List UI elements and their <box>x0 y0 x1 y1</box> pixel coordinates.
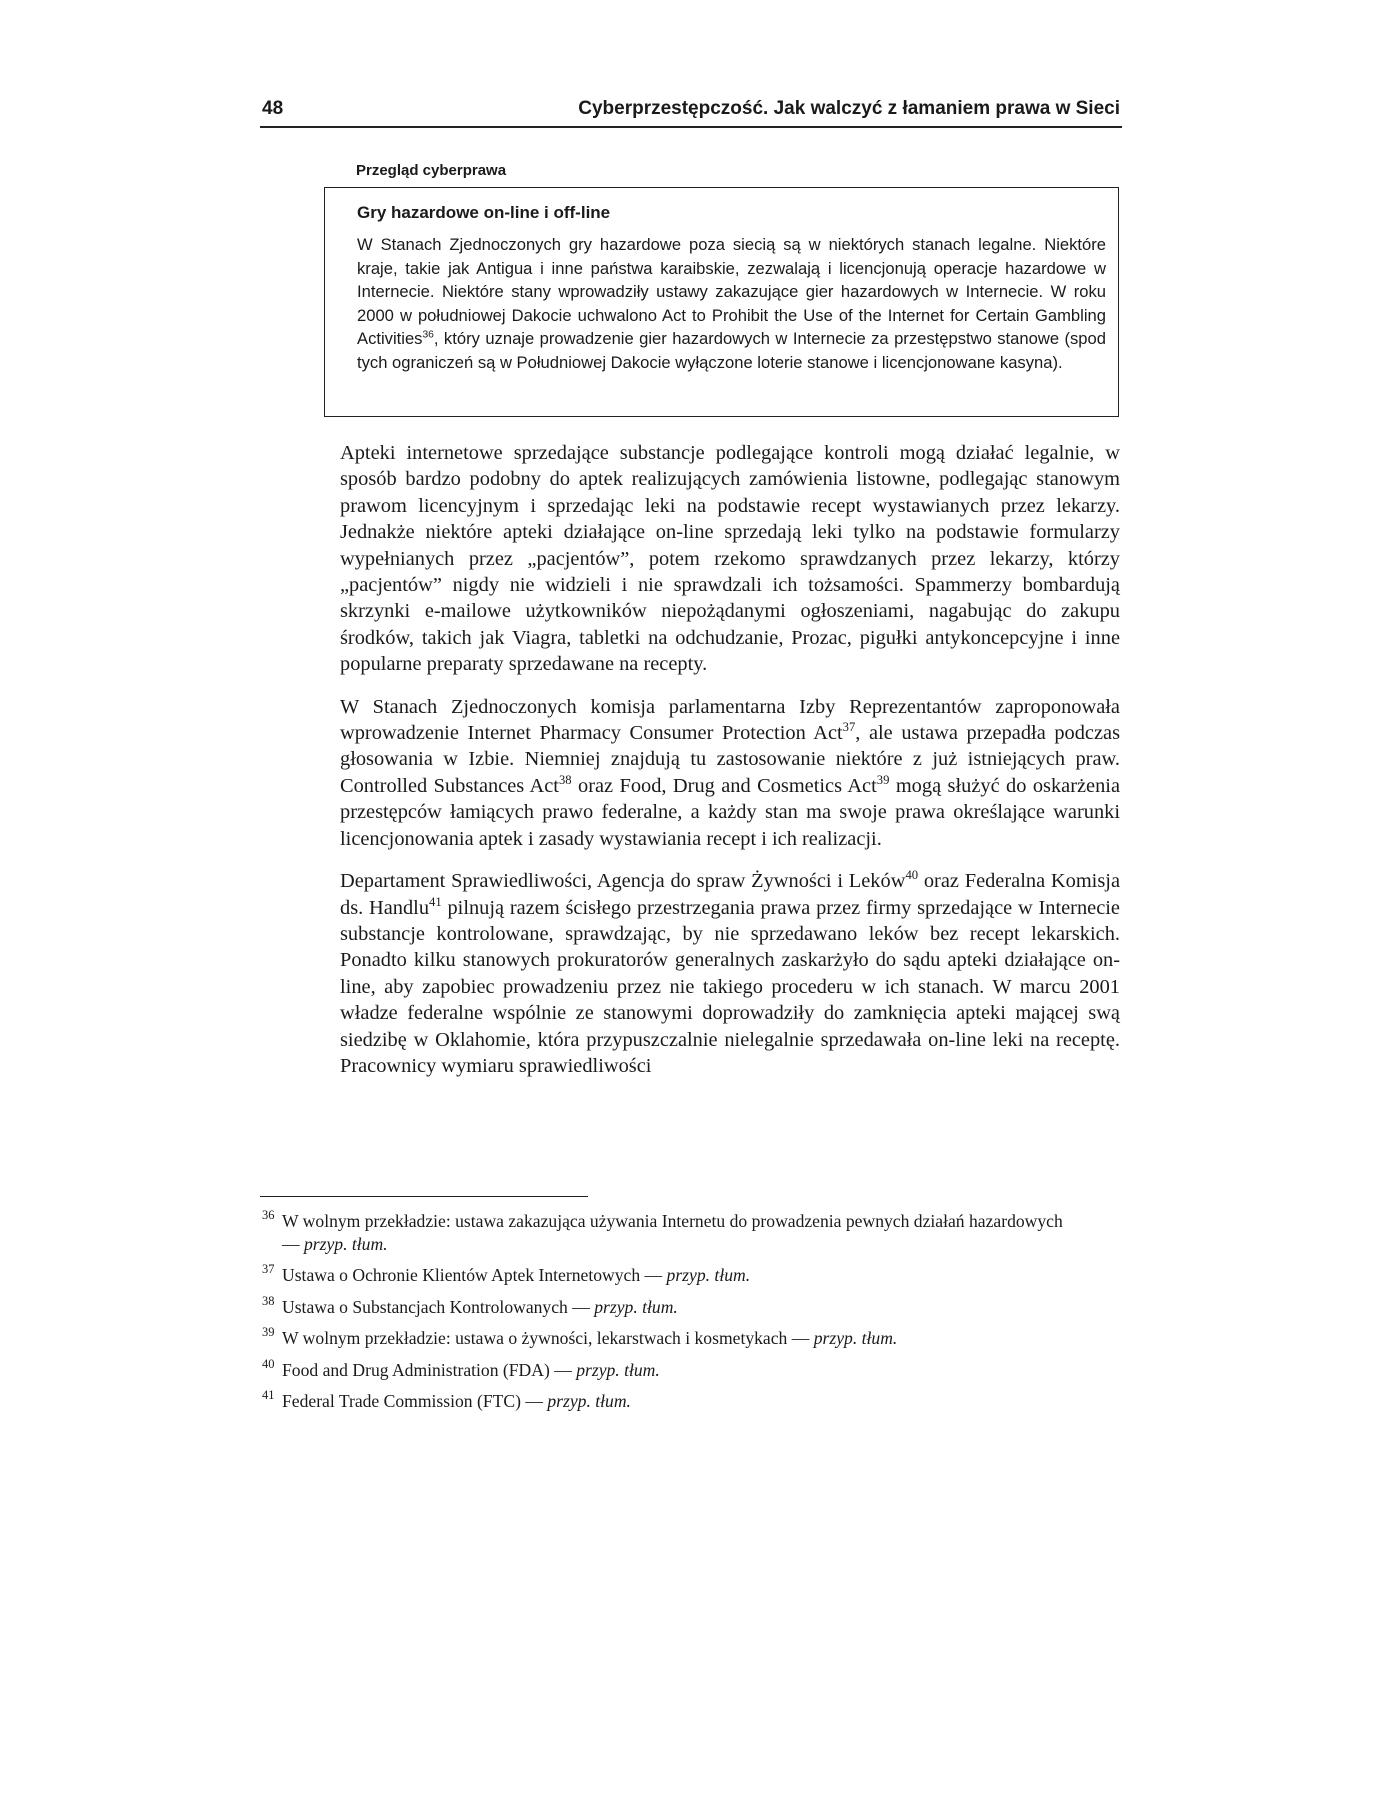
sidebar-caption: Przegląd cyberprawa <box>356 162 507 179</box>
paragraph-2 <box>340 694 1120 852</box>
footnote-number: 38 <box>262 1293 275 1308</box>
footnote-divider <box>260 1196 588 1197</box>
sidebar-text-part: W Stanach Zjednoczonych gry hazardowe poza siecią są w niektórych stanach legalne. Niektóre kraje, takie jak Antigua i inne państwa karaibskie, zezwalają i licencjonują operacje hazardowe w Internecie. Niektóre stany wprowadziły ustawy zakazujące gier hazardowych w Internecie. W roku 2000 w południowej Dakocie uchwalono Act to Prohibit the Use of the Internet for Certain Gambling Activities <box>357 235 1106 349</box>
footnote-number: 41 <box>262 1388 275 1402</box>
paragraph-part: mogą służyć do oskarżenia przestępców łamiących prawo federalne, a każdy stan ma swoje prawa określające warunki licencjonowania aptek i zasady wystawiania recept i ich realizacji. <box>340 774 1120 850</box>
footnote-number: 37 <box>262 1262 275 1276</box>
footnote-text: Food and Drug Administration (FDA) — <box>282 1359 577 1380</box>
footnote <box>262 1356 1082 1382</box>
footnote-text: Federal Trade Commission (FTC) — <box>282 1391 548 1411</box>
footnote-ref: 41 <box>429 894 442 909</box>
footnote <box>262 1264 1082 1287</box>
footnote-text: Ustawa o Substancjach Kontrolowanych — <box>282 1296 595 1317</box>
footnote <box>262 1293 1082 1319</box>
sidebar-box <box>324 187 1119 417</box>
footnotes <box>262 1210 1082 1422</box>
footnote-number: 36 <box>262 1208 275 1222</box>
footnote-note: przyp. tłum. <box>304 1233 388 1254</box>
footnote-number: 39 <box>262 1325 275 1339</box>
footnote-ref: 39 <box>876 773 890 788</box>
sidebar-text <box>357 233 1106 375</box>
footnote-number: 40 <box>262 1356 275 1371</box>
footnote-note: przyp. tłum. <box>813 1328 898 1348</box>
paragraph-part: Departament Sprawiedliwości, Agencja do spraw Żywności i Leków <box>340 870 906 893</box>
paragraph-1: Apteki internetowe sprzedające substancje podlegające kontroli mogą działać legalnie, w sposób bardzo podobny do aptek realizujących zamówienia listowne, podlegając stanowym prawom licencyjnym i sprzedając leki na podstawie recept wystawianych przez lekarzy. Jednakże niektóre apteki działające on-line sprzedają leki tylko na podstawie formularzy wypełnianych przez „pacjentów”, potem rzekomo sprawdzanych przez lekarzy, którzy „pacjentów” nigdy nie widzieli i nie sprawdzali ich tożsamości. Spammerzy bombardują skrzynki e-mailowe użytkowników niepożądanymi ogłoszeniami, nagabując do zakupu środków, takich jak Viagra, tabletki na odchudzanie, Prozac, pigułki antykoncepcyjne i inne popularne preparaty sprzedawane na recepty. <box>340 442 1120 676</box>
footnote-ref: 36 <box>422 329 434 341</box>
footnote <box>262 1210 1082 1255</box>
footnote-note: przyp. tłum. <box>576 1359 660 1380</box>
footnote-ref: 40 <box>905 868 919 883</box>
sidebar-text-part: , który uznaje prowadzenie gier hazardowych w Internecie za przestępstwo stanowe (spod tych ograniczeń są w Południowej Dakocie wyłączone loterie stanowe i licencjonowane kasyna). <box>357 329 1106 372</box>
footnote-text: Ustawa o Ochronie Klientów Aptek Internetowych — <box>282 1265 667 1285</box>
footnote-text: W wolnym przekładzie: ustawa o żywności, lekarstwach i kosmetykach — <box>282 1328 814 1348</box>
footnote-text: W wolnym przekładzie: ustawa zakazująca używania Internetu do prowadzenia pewnych działań hazardowych — <box>282 1211 1063 1254</box>
paragraph-part: , ale ustawa przepadła podczas głosowania w Izbie. Niemniej znajdują tu zastosowanie niektóre z już istniejących praw. Controlled Substances Act <box>340 722 1121 797</box>
page-number: 48 <box>262 98 284 119</box>
footnote <box>262 1327 1082 1350</box>
body-text <box>340 440 1120 1095</box>
paragraph-part: pilnują razem ścisłego przestrzegania prawa przez firmy sprzedające w Internecie substancje kontrolowane, sprawdzając, by nie sprzedawano leków bez recept lekarskich. Ponadto kilku stanowych prokuratorów generalnych zaskarżyło do sądu apteki działające on-line, aby zapobiec prowadzeniu przez nie takiego procederu w ich stanach. W marcu 2001 władze federalne wspólnie ze stanowymi doprowadziły do zamknięcia apteki mającej swą siedzibę w Oklahomie, która przypuszczalnie nielegalnie sprzedawała on-line leki na receptę. Pracownicy wymiaru sprawiedliwości <box>340 896 1120 1077</box>
paragraph-part: oraz Food, Drug and Cosmetics Act <box>571 774 877 797</box>
footnote <box>262 1390 1082 1413</box>
paragraph-3 <box>340 868 1120 1079</box>
running-header <box>260 96 1122 128</box>
footnote-ref: 38 <box>558 773 572 788</box>
paragraph-part: oraz Federalna Komisja ds. Handlu <box>340 870 1120 919</box>
running-title: Cyberprzestępczość. Jak walczyć z łamaniem prawa w Sieci <box>578 98 1120 119</box>
footnote-note: przyp. tłum. <box>666 1265 751 1285</box>
footnote-note: przyp. tłum. <box>594 1296 678 1317</box>
footnote-note: przyp. tłum. <box>547 1391 631 1411</box>
paragraph-part: W Stanach Zjednoczonych komisja parlamentarna Izby Reprezentantów zaproponowała wprowadzenie Internet Pharmacy Consumer Protection Act <box>340 695 1120 745</box>
footnote-ref: 37 <box>842 720 856 735</box>
sidebar-title: Gry hazardowe on-line i off-line <box>357 203 611 222</box>
